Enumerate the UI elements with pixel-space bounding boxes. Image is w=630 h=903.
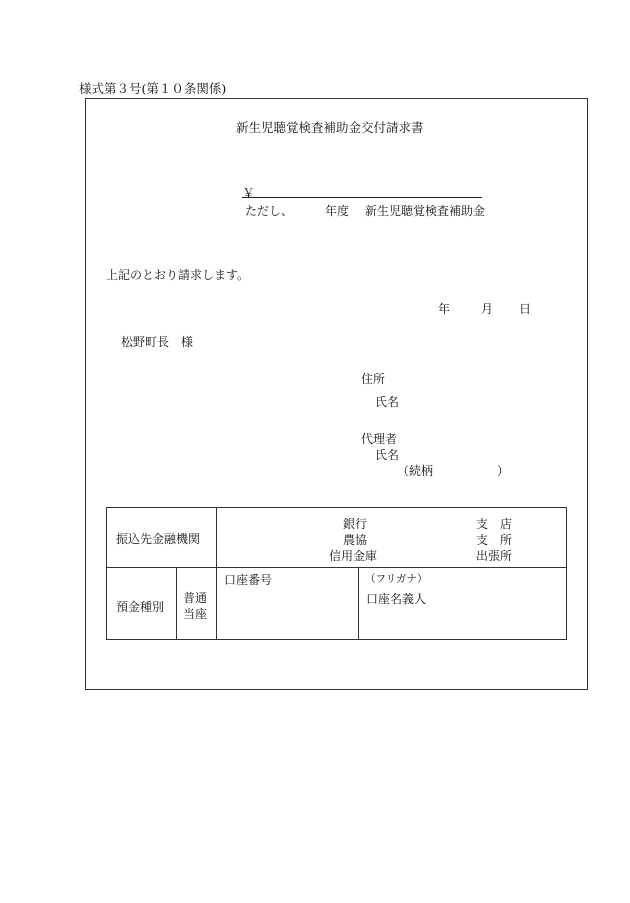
amount-field-line[interactable] <box>242 197 482 198</box>
account-holder-label: 口座名義人 <box>366 592 427 606</box>
branch-type-sub-branch: 支 所 <box>476 533 513 547</box>
table-col-divider <box>216 508 217 567</box>
agent-label: 代理者 <box>361 432 398 446</box>
note-fiscal-year: 年度 <box>325 204 350 218</box>
request-statement: 上記のとおり請求します。 <box>106 268 250 282</box>
account-number-label: 口座番号 <box>224 573 273 587</box>
addressee: 松野町長 様 <box>121 335 194 349</box>
date-month-label: 月 <box>481 302 494 316</box>
date-day-label: 日 <box>519 302 532 316</box>
institution-type-bank: 銀行 <box>343 517 368 531</box>
deposit-option-current: 当座 <box>183 607 208 621</box>
applicant-name-label: 氏名 <box>375 395 400 409</box>
branch-type-office: 出張所 <box>476 549 513 563</box>
agent-relation-close: ） <box>497 464 510 478</box>
table-col-divider <box>176 567 177 639</box>
bank-transfer-table <box>106 507 567 640</box>
deposit-type-label: 預金種別 <box>116 600 165 614</box>
note-prefix: ただし、 <box>245 204 294 218</box>
agent-relation-open: （続柄 <box>397 464 434 478</box>
date-year-label: 年 <box>438 302 451 316</box>
institution-type-credit-union: 信用金庫 <box>329 549 378 563</box>
furigana-label: （フリガナ） <box>365 573 428 585</box>
institution-type-agri-coop: 農協 <box>343 533 368 547</box>
table-col-divider <box>216 567 217 639</box>
form-reference: 様式第３号(第１０条関係) <box>79 81 227 96</box>
amount-yen-symbol: ￥ <box>242 187 256 202</box>
note-subsidy-name: 新生児聴覚検査補助金 <box>365 204 486 218</box>
branch-type-branch: 支 店 <box>476 517 513 531</box>
institution-label: 振込先金融機関 <box>116 532 201 546</box>
table-col-divider <box>358 567 359 639</box>
document-title: 新生児聴覚検査補助金交付請求書 <box>236 120 424 135</box>
agent-name-label: 氏名 <box>375 448 400 462</box>
deposit-option-ordinary: 普通 <box>183 591 208 605</box>
applicant-address-label: 住所 <box>361 372 386 386</box>
